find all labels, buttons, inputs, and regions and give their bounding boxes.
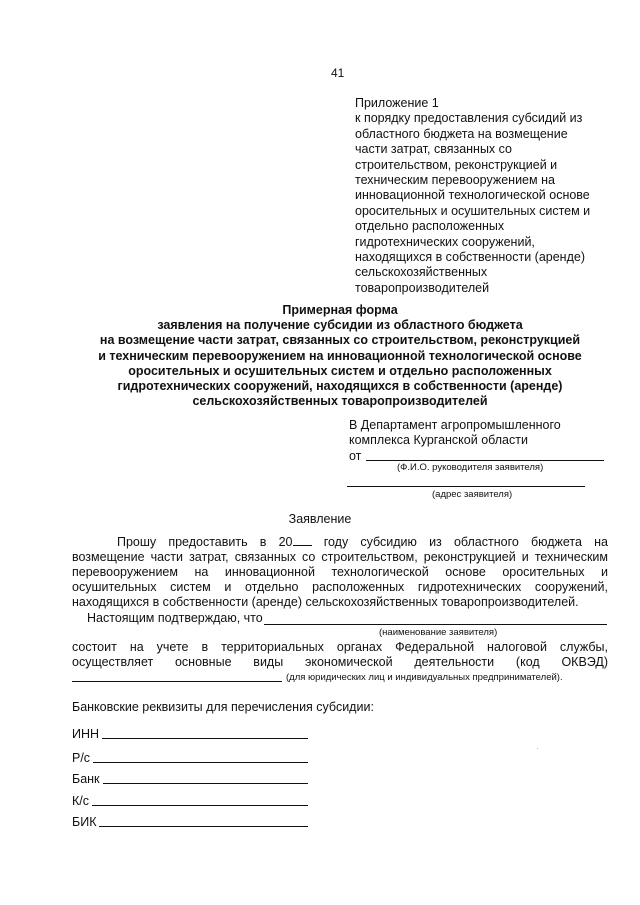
fio-field[interactable] — [366, 460, 604, 461]
paragraph-line: осушительных систем и отдельно расположенных гидротехнических сооружений, — [72, 580, 608, 595]
title-line: и техническим перевооружением на инновационной технологической основе — [98, 348, 582, 363]
title-line: оросительных и осушительных систем и отдельно расположенных — [128, 363, 552, 378]
appendix-line: товаропроизводителей — [355, 280, 490, 295]
addressee-block — [349, 418, 561, 464]
okved-field[interactable] — [72, 681, 282, 682]
appendix-line: Приложение 1 — [355, 96, 439, 110]
bank-field-inn[interactable] — [72, 727, 308, 741]
title-line: сельскохозяйственных товаропроизводителей — [192, 394, 488, 409]
okved-note: (для юридических лиц и индивидуальных предпринимателей). — [286, 672, 563, 683]
appendix-line: части затрат, связанных со — [355, 142, 513, 157]
bank-field-label: Банк — [72, 772, 100, 786]
appendix-line: оросительных и осушительных систем и — [355, 203, 591, 218]
appendix-line: находящихся в собственности (аренде) — [355, 250, 585, 265]
corr-account-input-line[interactable] — [92, 805, 308, 806]
appendix-line: строительством, реконструкцией и — [355, 157, 558, 172]
appendix-block — [355, 96, 590, 296]
confirm-line — [72, 611, 263, 626]
bank-field-bank[interactable] — [72, 772, 308, 786]
bank-field-label: ИНН — [72, 727, 100, 741]
appendix-line: сельскохозяйственных — [355, 265, 488, 280]
inn-input-line[interactable] — [102, 738, 308, 739]
paragraph-line — [72, 535, 608, 550]
title-line: заявления на получение субсидии из областного бюджета — [157, 318, 523, 333]
paragraph-line: возмещение части затрат, связанных со строительством, реконструкцией и техническим — [72, 550, 608, 565]
tax-paragraph — [72, 640, 608, 670]
bank-field-bik[interactable] — [72, 815, 308, 829]
applicant-name-field[interactable] — [264, 624, 607, 625]
bik-input-line[interactable] — [99, 826, 308, 827]
bank-input-line[interactable] — [103, 783, 308, 784]
address-field[interactable] — [347, 486, 585, 487]
appendix-line: областного бюджета на возмещение — [355, 126, 568, 141]
title-line: Примерная форма — [282, 303, 398, 317]
addressee-line: В Департамент агропромышленного — [349, 418, 561, 432]
appendix-line: инновационной технологической основе — [355, 188, 590, 203]
appendix-line: к порядку предоставления субсидий из — [355, 111, 583, 126]
paragraph-text: Прошу предоставить в 20 — [117, 535, 293, 549]
paragraph-text: году субсидию из областного бюджета на — [323, 535, 608, 549]
bank-field-account[interactable] — [72, 751, 308, 765]
statement-heading: Заявление — [288, 512, 352, 526]
page-number: 41 — [331, 66, 345, 80]
bank-field-label: К/с — [72, 794, 90, 808]
bank-field-label: БИК — [72, 815, 97, 829]
address-caption: (адрес заявителя) — [432, 489, 513, 500]
bank-field-label: Р/с — [72, 751, 91, 765]
appendix-line: техническим перевооружением на — [355, 173, 555, 188]
paragraph-line: находящихся в собственности (аренде) сельскохозяйственных товаропроизводителей. — [72, 595, 579, 610]
paragraph-line: осуществляет основные виды экономической деятельности (код ОКВЭД) — [72, 655, 608, 670]
fio-caption: (Ф.И.О. руководителя заявителя) — [397, 462, 544, 473]
appendix-line: гидротехнических сооружений, — [355, 234, 535, 249]
title-line: на возмещение части затрат, связанных со строительством, реконструкцией — [99, 333, 581, 348]
paragraph-line: состоит на учете в территориальных органах Федеральной налоговой службы, — [72, 640, 608, 654]
form-title — [60, 303, 620, 409]
paragraph-line: перевооружением на инновационной технологической основе оросительных и — [72, 565, 608, 580]
year-field[interactable] — [293, 535, 312, 546]
statement-paragraph — [72, 535, 608, 610]
addressee-line: комплекса Курганской области — [349, 433, 528, 448]
paragraph-text: Настоящим подтверждаю, что — [87, 611, 263, 625]
applicant-caption: (наименование заявителя) — [379, 627, 498, 638]
bank-details-title: Банковские реквизиты для перечисления субсидии: — [72, 700, 374, 714]
account-input-line[interactable] — [93, 762, 308, 763]
scan-speck — [537, 748, 538, 749]
title-line: гидротехнических сооружений, находящихся в собственности (аренде) — [117, 379, 563, 394]
from-label: от — [349, 448, 362, 463]
appendix-line: отдельно расположенных — [355, 219, 505, 234]
bank-field-corr-account[interactable] — [72, 794, 308, 808]
